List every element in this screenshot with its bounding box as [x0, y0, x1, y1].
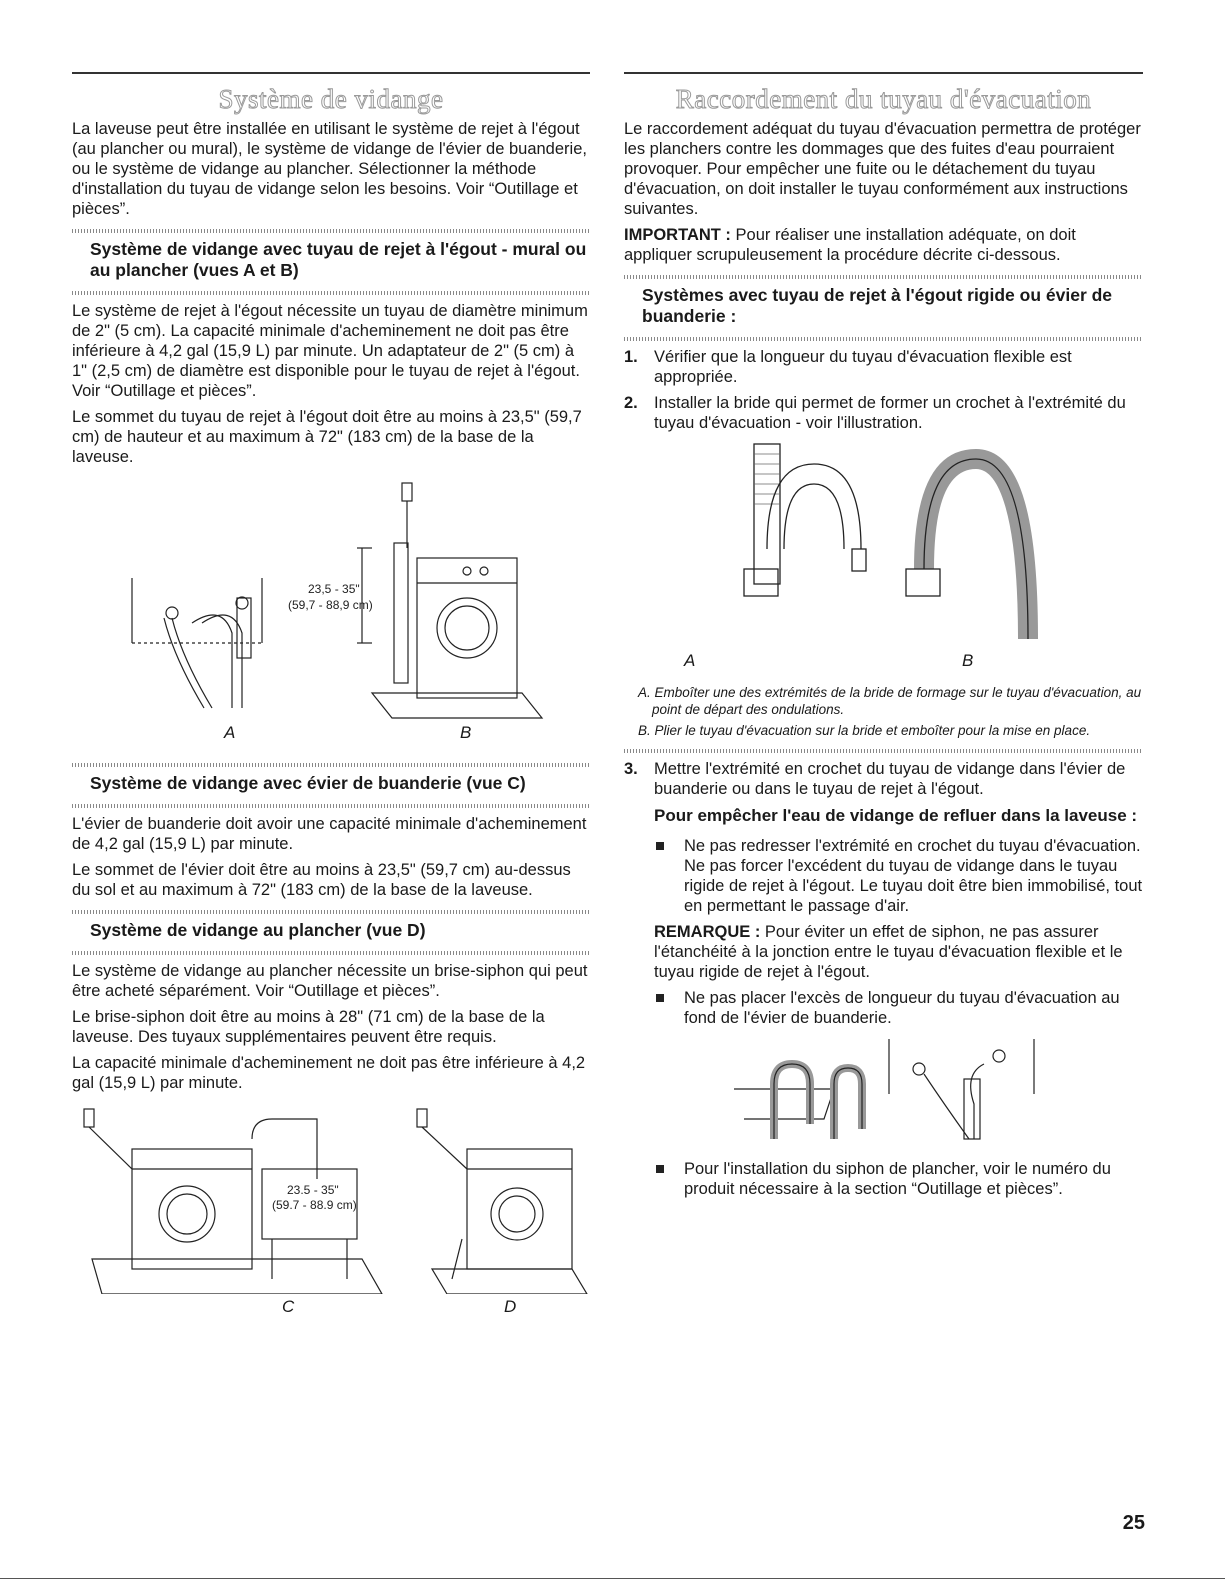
floor-drain-paragraph-3: La capacité minimale d'acheminement ne doit pas être inférieure à 4,2 gal (15,9 L) par minute.: [72, 1054, 586, 1092]
remarque-label: REMARQUE :: [654, 923, 761, 941]
important-paragraph: [624, 225, 1143, 265]
figure-standpipe-views: [72, 473, 590, 753]
hatch-divider: [72, 763, 590, 767]
bullet-text: Pour l'installation du siphon de plancher, voir le numéro du produit nécessaire à la section “Outillage et pièces”.: [684, 1160, 1111, 1198]
subheading-rigid-standpipe: Systèmes avec tuyau de rejet à l'égout rigide ou évier de buanderie :: [642, 285, 1113, 326]
tub-dimension-imperial: 23.5 - 35": [287, 1183, 339, 1197]
floor-drain-paragraph-2: Le brise-siphon doit être au moins à 28" (71 cm) de la base de la laveuse. Des tuyaux supplémentaires peuvent être requis.: [72, 1008, 545, 1046]
tub-dimension-metric: (59.7 - 88.9 cm): [272, 1198, 357, 1212]
hatch-divider: [72, 910, 590, 914]
figure-hose-in-tub: [624, 1034, 1143, 1159]
step-text: Vérifier que la longueur du tuyau d'évacuation flexible est appropriée.: [654, 348, 1072, 386]
section-title-drain-system: Système de vidange: [218, 84, 444, 114]
top-rule: [72, 72, 590, 74]
hatch-divider: [624, 337, 1143, 341]
remarque-text: Pour éviter un effet de siphon, ne pas assurer l'étanchéité à la jonction entre le tuyau d'évacuation flexible et le tuyau rigide de rejet à l'égout.: [654, 923, 1123, 981]
dimension-label-metric: (59,7 - 88,9 cm): [288, 598, 373, 612]
floor-drain-paragraph-1: Le système de vidange au plancher nécessite un brise-siphon qui peut être acheté séparément. Voir “Outillage et pièces”.: [72, 962, 588, 1000]
step-number: 3.: [624, 760, 638, 778]
standpipe-paragraph-1: Le système de rejet à l'égout nécessite un tuyau de diamètre minimum de 2" (5 cm). La capacité minimale d'acheminement ne doit pas être inférieure à 4,2 gal (15,9 L) par minute. Un adaptateur de 2" (5 cm) à 1" (2,5 cm) de diamètre est disponible pour le tuyau de rejet à l'égout. Voir “Outillage et pièces”.: [72, 302, 588, 400]
bullet-item: [624, 1159, 1143, 1199]
backflow-warning-heading: Pour empêcher l'eau de vidange de refluer dans la laveuse :: [654, 806, 1138, 825]
step-1: [624, 347, 1143, 387]
figure-hose-form: [624, 439, 1143, 684]
remarque-paragraph: [654, 922, 1143, 982]
steps-list-part-2: [624, 759, 1143, 799]
bullet-item: [624, 836, 1143, 916]
step-text: Mettre l'extrémité en crochet du tuyau de vidange dans l'évier de buanderie ou dans le tuyau de rejet à l'égout.: [654, 760, 1126, 798]
section-title-drain-hose-connection: Raccordement du tuyau d'évacuation: [675, 84, 1092, 114]
step-text: Installer la bride qui permet de former un crochet à l'extrémité du tuyau d'évacuation - voir l'illustration.: [654, 394, 1126, 432]
hatch-divider: [72, 291, 590, 295]
bullet-item: [624, 988, 1143, 1028]
right-column: [624, 72, 1143, 1205]
subheading-laundry-tub: Système de vidange avec évier de buanderie (vue C): [90, 773, 526, 793]
laundry-tub-paragraph-2: Le sommet de l'évier doit être au moins à 23,5" (59,7 cm) au-dessus du sol et au maximum à 72" (183 cm) de la base de la laveuse.: [72, 861, 571, 899]
important-label: IMPORTANT :: [624, 226, 731, 244]
standpipe-illustration: [72, 473, 590, 723]
standpipe-paragraph-2: Le sommet du tuyau de rejet à l'égout doit être au moins à 23,5" (59,7 cm) de hauteur et au maximum à 72" (183 cm) de la base de la laveuse.: [72, 408, 582, 466]
page-number: 25: [1122, 1512, 1145, 1534]
step-2: [624, 393, 1143, 433]
laundry-tub-paragraph-1: L'évier de buanderie doit avoir une capacité minimale d'acheminement de 4,2 gal (15,9 L) par minute.: [72, 815, 587, 853]
step-3: [624, 759, 1143, 799]
hatch-divider: [624, 275, 1143, 279]
top-rule: [624, 72, 1143, 74]
hose-in-tub-illustration: [624, 1034, 1143, 1154]
hatch-divider: [624, 749, 1143, 753]
left-column: [72, 72, 590, 1319]
hatch-divider: [72, 229, 590, 233]
dimension-label-imperial: 23,5 - 35": [308, 582, 360, 596]
bottom-rule: [0, 1578, 1225, 1579]
bullet-square-icon: [656, 1165, 664, 1173]
important-text: Pour réaliser une installation adéquate, on doit appliquer scrupuleusement la procédure décrite ci-dessous.: [624, 226, 1076, 264]
subheading-floor-drain: Système de vidange au plancher (vue D): [90, 920, 426, 940]
figure-label-a: A: [684, 651, 696, 670]
caption-a: A. Emboîter une des extrémités de la bride de formage sur le tuyau d'évacuation, au point de départ des ondulations.: [638, 685, 1142, 717]
steps-list-part-1: [624, 347, 1143, 433]
figure-label-c: C: [282, 1297, 295, 1316]
hatch-divider: [72, 951, 590, 955]
figure-label-b: B: [460, 723, 472, 742]
step-number: 1.: [624, 348, 638, 366]
intro-paragraph: La laveuse peut être installée en utilisant le système de rejet à l'égout (au plancher ou mural), le système de vidange de l'évier de buanderie, ou le système de vidange au plancher. Sélectionner la méthode d'installation du tuyau de vidange selon les besoins. Voir “Outillage et pièces”.: [72, 120, 587, 218]
hose-form-illustration: [624, 439, 1143, 654]
figure-label-a: A: [224, 723, 236, 742]
tub-floor-illustration: [72, 1099, 590, 1294]
step-number: 2.: [624, 394, 638, 412]
subheading-standpipe: Système de vidange avec tuyau de rejet à l'égout - mural ou au plancher (vues A et B): [90, 239, 587, 280]
figure-tub-and-floor-views: [72, 1099, 590, 1319]
hatch-divider: [72, 804, 590, 808]
figure-label-d: D: [504, 1297, 517, 1316]
bullet-text: Ne pas redresser l'extrémité en crochet du tuyau d'évacuation. Ne pas forcer l'excédent du tuyau de vidange dans le tuyau rigide de rejet à l'égout. Le tuyau doit être bien immobilisé, tout en permettant le passage d'air.: [684, 837, 1143, 915]
bullet-text: Ne pas placer l'excès de longueur du tuyau d'évacuation au fond de l'évier de buanderie.: [684, 989, 1120, 1027]
connection-intro: Le raccordement adéquat du tuyau d'évacuation permettra de protéger les planchers contre les dommages que des fuites d'eau pourraient provoquer. Pour empêcher une fuite ou le détachement du tuyau d'évacuation, on doit installer le tuyau conformément aux instructions suivantes.: [624, 120, 1141, 218]
bullet-square-icon: [656, 842, 664, 850]
bullet-square-icon: [656, 994, 664, 1002]
figure-label-b: B: [962, 651, 974, 670]
caption-b: B. Plier le tuyau d'évacuation sur la bride et emboîter pour la mise en place.: [638, 723, 1091, 738]
